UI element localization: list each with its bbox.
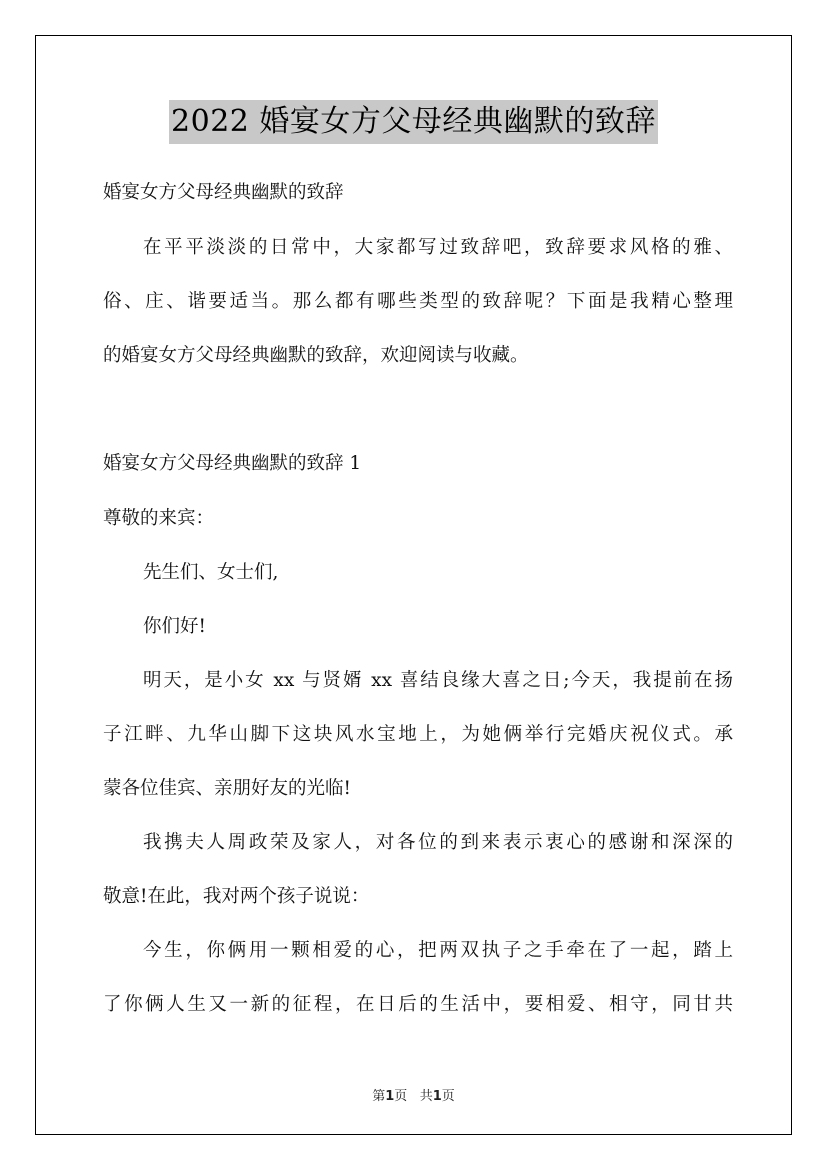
para2-line-1: 我携夫人周政荣及家人，对各位的到来表示衷心的感谢和深深的 [143, 832, 733, 853]
greeting-line-2: 你们好! [143, 616, 206, 637]
title-container [0, 100, 827, 144]
section-heading: 婚宴女方父母经典幽默的致辞 1 [103, 453, 362, 474]
para1-line-3: 蒙各位佳宾、亲朋好友的光临! [103, 778, 351, 799]
intro-line-2: 俗、庄、谐要适当。那么都有哪些类型的致辞呢？下面是我精心整理 [103, 291, 733, 312]
document-title: 2022 婚宴女方父母经典幽默的致辞 [169, 100, 658, 144]
footer-page-suffix: 页 [394, 1089, 408, 1104]
intro-line-1: 在平平淡淡的日常中，大家都写过致辞吧，致辞要求风格的雅、 [143, 237, 733, 258]
para3-line-1: 今生，你俩用一颗相爱的心，把两双执子之手牵在了一起，踏上 [143, 940, 733, 961]
para3-line-2: 了你俩人生又一新的征程，在日后的生活中，要相爱、相守，同甘共 [103, 994, 733, 1015]
para1-line-1: 明天，是小女 xx 与贤婿 xx 喜结良缘大喜之日;今天，我提前在扬 [143, 670, 733, 691]
salutation: 尊敬的来宾： [103, 508, 215, 529]
para1-line-2: 子江畔、九华山脚下这块风水宝地上，为她俩举行完婚庆祝仪式。承 [103, 724, 733, 745]
subtitle: 婚宴女方父母经典幽默的致辞 [103, 182, 344, 203]
para2-line-2: 敬意!在此，我对两个孩子说说： [103, 886, 370, 907]
greeting-line-1: 先生们、女士们, [143, 562, 279, 583]
footer-total-number: 1 [432, 1089, 442, 1104]
footer-total-prefix: 共 [419, 1089, 433, 1104]
footer-total-suffix: 页 [441, 1089, 455, 1104]
page-footer [0, 1085, 827, 1104]
intro-line-3: 的婚宴女方父母经典幽默的致辞，欢迎阅读与收藏。 [103, 345, 529, 366]
footer-page-number: 1 [385, 1089, 395, 1104]
footer-page-prefix: 第 [372, 1089, 386, 1104]
